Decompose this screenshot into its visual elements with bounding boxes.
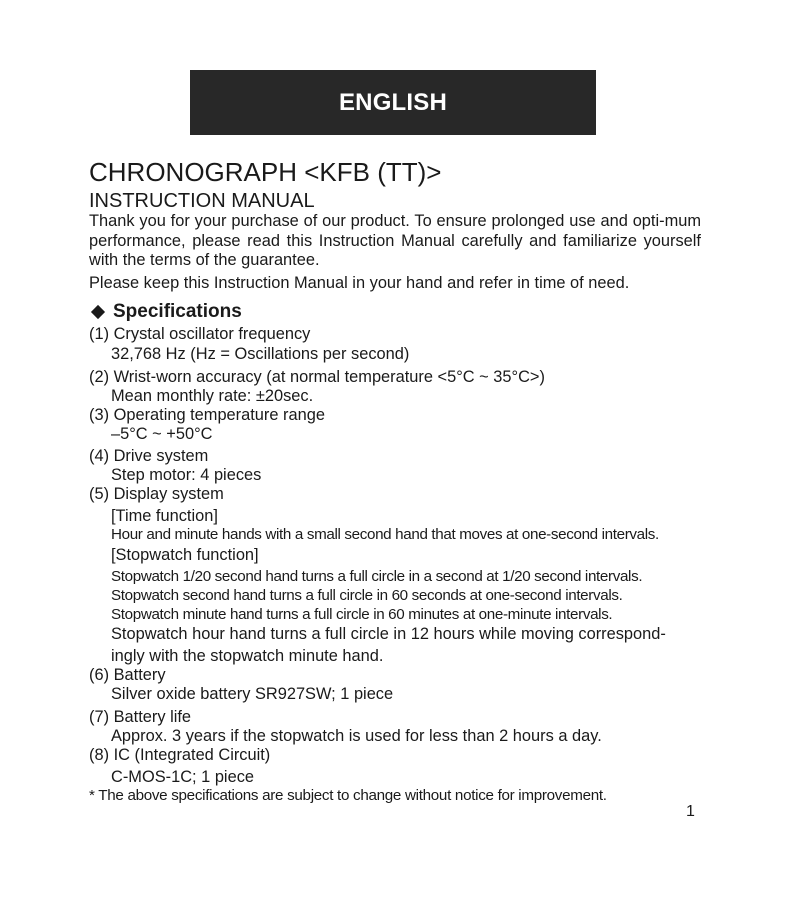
spec-5-stopwatch-label: [Stopwatch function]: [111, 546, 259, 564]
specifications-heading: [89, 300, 242, 324]
diamond-bullet-icon: [91, 305, 105, 319]
spec-4-detail: Step motor: 4 pieces: [111, 466, 262, 484]
spec-5-title: (5) Display system: [89, 485, 224, 503]
spec-5-stopwatch-line-3: Stopwatch minute hand turns a full circle in 60 minutes at one-minute intervals.: [111, 606, 613, 623]
spec-5-time-label: [Time function]: [111, 507, 218, 525]
spec-5-stopwatch-line-4: Stopwatch hour hand turns a full circle in 12 hours while moving correspond-: [111, 625, 666, 643]
spec-5-stopwatch-line-2: Stopwatch second hand turns a full circle in 60 seconds at one-second intervals.: [111, 587, 623, 604]
spec-3-detail: –5°C ~ +50°C: [111, 425, 213, 443]
spec-8-detail: C-MOS-1C; 1 piece: [111, 768, 255, 786]
spec-1-detail: 32,768 Hz (Hz = Oscillations per second): [111, 345, 410, 363]
page-number: 1: [686, 803, 695, 820]
spec-5-stopwatch-line-1: Stopwatch 1/20 second hand turns a full circle in a second at 1/20 second intervals.: [111, 568, 643, 585]
language-label: ENGLISH: [338, 88, 448, 116]
spec-6-title: (6) Battery: [89, 666, 166, 684]
specifications-heading-text: Specifications: [113, 301, 242, 322]
page-subtitle: INSTRUCTION MANUAL: [89, 190, 315, 212]
spec-1-title: (1) Crystal oscillator frequency: [89, 325, 311, 343]
intro-paragraph: Thank you for your purchase of our product. To ensure prolonged use and opti-mum performance, please read this Instruction Manual carefully and familiarize yourself with the terms of the guarantee.: [89, 212, 701, 269]
spec-3-title: (3) Operating temperature range: [89, 406, 325, 424]
keep-note: Please keep this Instruction Manual in your hand and refer in time of need.: [89, 274, 630, 292]
spec-5-stopwatch-line-5: ingly with the stopwatch minute hand.: [111, 647, 384, 665]
spec-5-time-detail: Hour and minute hands with a small second hand that moves at one-second intervals.: [111, 526, 659, 543]
spec-4-title: (4) Drive system: [89, 447, 209, 465]
spec-6-detail: Silver oxide battery SR927SW; 1 piece: [111, 685, 394, 703]
spec-2-detail: Mean monthly rate: ±20sec.: [111, 387, 314, 405]
spec-2-title: (2) Wrist-worn accuracy (at normal temperature <5°C ~ 35°C>): [89, 368, 545, 386]
page-title: CHRONOGRAPH <KFB (TT)>: [89, 157, 442, 187]
spec-7-detail: Approx. 3 years if the stopwatch is used for less than 2 hours a day.: [111, 727, 602, 745]
language-banner: [190, 70, 596, 135]
spec-8-title: (8) IC (Integrated Circuit): [89, 746, 271, 764]
spec-7-title: (7) Battery life: [89, 708, 192, 726]
footnote: * The above specifications are subject to change without notice for improvement.: [89, 787, 607, 804]
